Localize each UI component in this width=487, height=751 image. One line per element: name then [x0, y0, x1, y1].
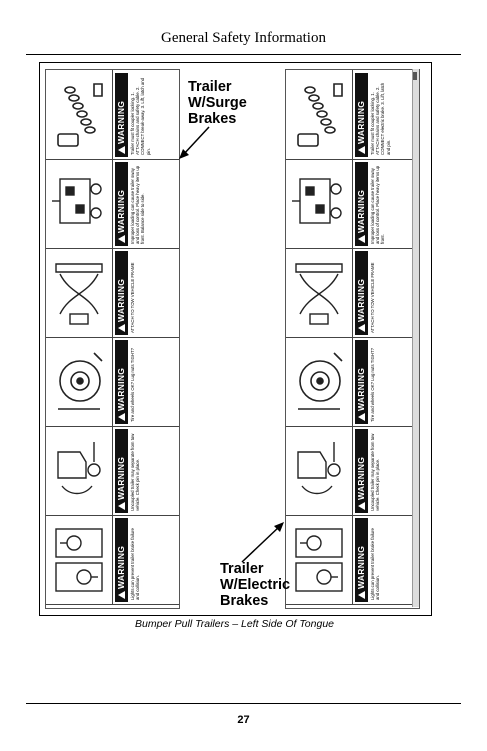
warning-triangle-icon	[358, 235, 365, 243]
warning-text: Uncoupled trailer may separate from tow vehicle. Check pin in place.	[129, 433, 140, 511]
decal-warning	[112, 515, 179, 604]
warning-text: Lights can prevent trailer brake failure and collision.	[369, 527, 380, 600]
callout-electric-line-3: Brakes	[220, 593, 269, 609]
warning-word: WARNING	[115, 100, 126, 144]
warning-banner	[115, 518, 128, 602]
decal-warning	[352, 248, 419, 337]
warning-word: WARNING	[355, 189, 366, 233]
warning-text: Lights can prevent trailer brake failure and collision.	[129, 527, 140, 600]
decal-illustration	[46, 515, 113, 604]
warning-word: WARNING	[115, 189, 126, 233]
decal-sheet-surge	[45, 69, 180, 609]
decal-row	[286, 248, 419, 338]
warning-banner	[355, 518, 368, 602]
decal-illustration	[46, 70, 113, 159]
warning-text: Trailer must fit coupler locking. 1. ATTACH chains and safety cable. 2. CONNECT electric brake. 3. Lift, latch and pin.	[369, 82, 391, 155]
decal-row	[286, 70, 419, 160]
decal-illustration	[46, 248, 113, 337]
decal-warning	[352, 515, 419, 604]
warning-word: WARNING	[355, 278, 366, 322]
page-header: General Safety Information	[161, 30, 326, 46]
warning-banner	[115, 162, 128, 246]
warning-word: WARNING	[115, 545, 126, 589]
decal-illustration	[286, 70, 353, 159]
warning-word: WARNING	[355, 545, 366, 589]
decal-sheet-electric	[285, 69, 420, 609]
warning-triangle-icon	[118, 146, 125, 154]
decal-warning	[352, 159, 419, 248]
decal-row	[286, 426, 419, 516]
decal-row	[46, 515, 179, 605]
decal-warning	[112, 159, 179, 248]
warning-word: WARNING	[355, 367, 366, 411]
warning-triangle-icon	[118, 235, 125, 243]
warning-triangle-icon	[358, 324, 365, 332]
callout-surge-brakes	[188, 79, 268, 127]
warning-word: WARNING	[115, 278, 126, 322]
decal-illustration	[46, 337, 113, 426]
figure-caption: Bumper Pull Trailers – Left Side Of Tongue	[134, 618, 335, 630]
warning-text: Tire and wheels OK? Lug nuts TIGHT?	[369, 347, 375, 422]
decal-illustration	[46, 426, 113, 515]
decal-warning	[112, 426, 179, 515]
warning-triangle-icon	[358, 146, 365, 154]
warning-word: WARNING	[115, 456, 126, 500]
footer-rule	[26, 703, 461, 704]
decal-illustration	[286, 248, 353, 337]
callout-surge-line-1: Trailer	[188, 79, 232, 95]
warning-triangle-icon	[118, 413, 125, 421]
decal-illustration	[286, 159, 353, 248]
warning-text: Improper loading can cause trailer sway and loss of control. Place heavy items up front.	[369, 165, 385, 244]
warning-triangle-icon	[358, 502, 365, 510]
callout-surge-arrow	[175, 123, 215, 163]
warning-triangle-icon	[358, 413, 365, 421]
warning-banner	[115, 429, 128, 513]
page-number: 27	[237, 714, 250, 726]
warning-text: Improper loading can cause trailer sway and loss of control. Place heavy items up front. Balance side to side.	[129, 165, 145, 244]
warning-banner	[115, 251, 128, 335]
warning-text: ATTACH TO TOW VEHICLE FRAME	[129, 262, 135, 333]
warning-banner	[355, 162, 368, 246]
sheet-edge-mark	[413, 72, 417, 80]
callout-surge-line-3: Brakes	[188, 111, 237, 127]
sheet-edge-strip	[412, 69, 419, 607]
warning-text: ATTACH TO TOW VEHICLE FRAME	[369, 262, 375, 333]
callout-electric-line-2: W/Electric	[220, 577, 291, 593]
warning-banner	[355, 251, 368, 335]
decal-row	[286, 159, 419, 249]
decal-illustration	[46, 159, 113, 248]
decal-row	[46, 248, 179, 338]
decal-warning	[112, 337, 179, 426]
decal-warning	[352, 337, 419, 426]
callout-electric-brakes	[220, 561, 300, 609]
decal-row	[46, 426, 179, 516]
decal-row	[46, 70, 179, 160]
warning-banner	[355, 429, 368, 513]
warning-triangle-icon	[118, 324, 125, 332]
warning-word: WARNING	[355, 100, 366, 144]
decal-warning	[112, 248, 179, 337]
warning-banner	[115, 340, 128, 424]
callout-electric-line-1: Trailer	[220, 561, 264, 577]
decal-row	[286, 337, 419, 427]
warning-triangle-icon	[358, 591, 365, 599]
decal-warning	[352, 70, 419, 159]
warning-triangle-icon	[118, 502, 125, 510]
warning-banner	[355, 73, 368, 157]
warning-text: Tire and wheels OK? Lug nuts TIGHT?	[129, 347, 135, 422]
warning-word: WARNING	[355, 456, 366, 500]
decal-illustration	[286, 426, 353, 515]
decal-row	[46, 159, 179, 249]
warning-triangle-icon	[118, 591, 125, 599]
warning-banner	[355, 340, 368, 424]
warning-word: WARNING	[115, 367, 126, 411]
decal-warning	[112, 70, 179, 159]
decal-row	[46, 337, 179, 427]
callout-electric-arrow	[238, 518, 288, 568]
callout-surge-line-2: W/Surge	[188, 95, 247, 111]
warning-banner	[115, 73, 128, 157]
decal-row	[286, 515, 419, 605]
header-rule	[26, 54, 461, 55]
warning-text: Uncoupled trailer may separate from tow vehicle. Check pin in place.	[369, 433, 380, 511]
warning-text: Trailer must fit coupler locking. 1. ATTACH chains and safety cable. 2. CONNECT break-away. 3. Lift, latch and pin.	[129, 77, 151, 155]
decal-illustration	[286, 337, 353, 426]
decal-warning	[352, 426, 419, 515]
decal-figure-frame	[39, 62, 432, 616]
